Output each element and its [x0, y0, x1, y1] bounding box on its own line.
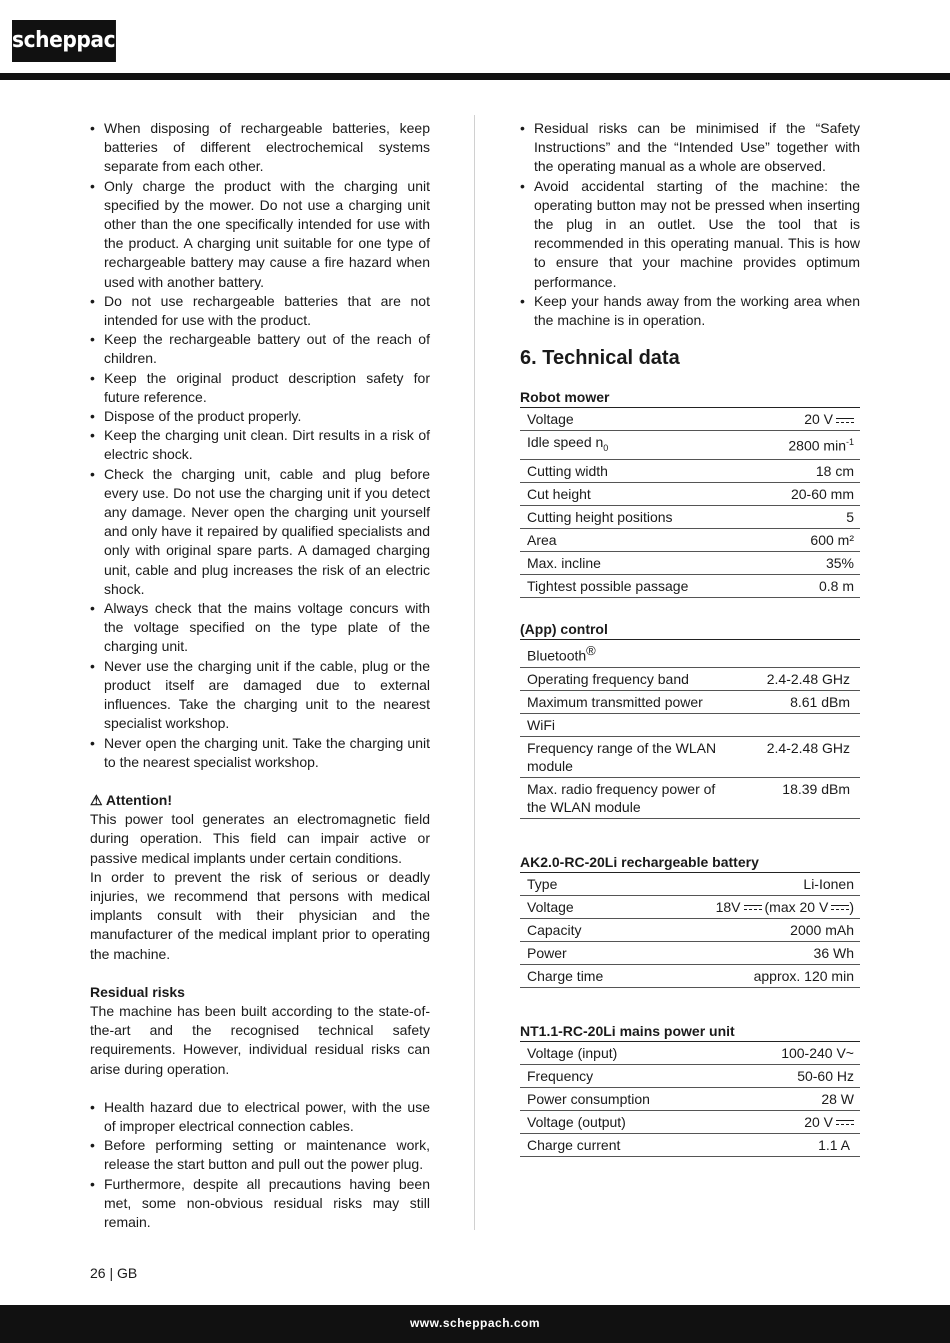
list-item: • Keep the charging unit clean. Dirt results in a risk of electric shock.	[90, 426, 430, 464]
table-row: Voltage 18V (max 20 V )	[520, 895, 860, 918]
spec-value: 18V (max 20 V )	[646, 895, 860, 918]
header-rule	[0, 73, 950, 80]
list-item: • Always check that the mains voltage concurs with the voltage specified on the type plate of the charging unit.	[90, 599, 430, 657]
spec-value: 2800 $\min^{-1}$	[754, 431, 860, 460]
list-item: • Keep the rechargeable battery out of the reach of children.	[90, 330, 430, 368]
table-row: Power 36 Wh	[520, 941, 860, 964]
list-item: • Residual risks can be minimised if the “Safety Instructions” and the “Intended Use” together with the operating manual as a whole are observed.	[520, 119, 860, 177]
table-row: Max. radio frequency power of the WLAN module 18.39 dBm	[520, 777, 860, 818]
residual-risks-text: The machine has been built according to the state-of-the-art and the recognised technical safety requirements. However, individual residual risks can arise during operation.	[90, 1002, 430, 1077]
app-control-table	[520, 640, 860, 819]
table-row: Tightest possible passage 0.8 m	[520, 575, 860, 598]
table-row: Voltage (output) 20 V	[520, 1110, 860, 1133]
attention-heading: ⚠ Attention!	[90, 791, 173, 808]
list-item: • Do not use rechargeable batteries that are not intended for use with the product.	[90, 292, 430, 330]
table-row: Area 600 m²	[520, 529, 860, 552]
table-row	[520, 431, 860, 460]
list-item: • Never open the charging unit. Take the charging unit to the nearest specialist workshop.	[90, 734, 430, 772]
spec-value: 20 V	[754, 408, 860, 431]
left-column	[90, 119, 430, 1232]
spec-group-label: WiFi	[520, 713, 860, 736]
table-row: Charge time approx. 120 min	[520, 964, 860, 987]
list-item: • Check the charging unit, cable and plug before every use. Do not use the charging unit if you detect any damage. Never open the charging unit yourself and only have it repaired by qualified specialists and only with original spare parts. A damaged charging unit, cable and plug increases the risk of an electric shock.	[90, 465, 430, 599]
table-row: Power consumption 28 W	[520, 1087, 860, 1110]
list-item: • Furthermore, despite all precautions having been met, some non-obvious residual risks may still remain.	[90, 1175, 430, 1233]
power-unit-table	[520, 1042, 860, 1157]
residual-risks-heading: Residual risks	[90, 983, 185, 1000]
table-row: Cut height 20-60 mm	[520, 483, 860, 506]
right-column	[520, 119, 860, 1157]
residual-bullet-list	[90, 1098, 430, 1232]
attention-text: In order to prevent the risk of serious or deadly injuries, we recommend that persons with medical implants consult with their physician and the manufacturer of the medical implant prior to operating the machine.	[90, 868, 430, 962]
list-item: • Never use the charging unit if the cable, plug or the product itself are damaged due to external influences. Take the charging unit to the nearest specialist workshop.	[90, 657, 430, 734]
spec-label: Voltage	[520, 408, 754, 431]
residual-bullet-list-continued	[520, 119, 860, 330]
spec-group-label: Bluetooth®	[520, 640, 860, 667]
robot-mower-table	[520, 408, 860, 598]
table-row: Max. incline 35%	[520, 552, 860, 575]
list-item: • Avoid accidental starting of the machine: the operating button may not be pressed when inserting the plug in an outlet. Use the tool that is recommended in this operating manual. This is how to ensure that your machine provides optimum performance.	[520, 177, 860, 292]
list-item: • Dispose of the product properly.	[90, 407, 430, 426]
dc-symbol-icon	[744, 904, 762, 912]
table-row	[520, 408, 860, 431]
dc-symbol-icon	[831, 904, 849, 912]
table-row: Cutting height positions 5	[520, 506, 860, 529]
attention-text: This power tool generates an electromagnetic field during operation. This field can impair active or passive medical implants under certain conditions.	[90, 811, 430, 866]
list-item: • Only charge the product with the charging unit specified by the mower. Do not use a charging unit other than the one specifically intended for use with the product. A charging unit suitable for one type of rechargeable battery may cause a fire hazard when used with another battery.	[90, 177, 430, 292]
brand-logo: scheppach	[12, 20, 116, 62]
table-row: Charge current 1.1 A	[520, 1133, 860, 1156]
power-unit-table-title: NT1.1-RC-20Li mains power unit	[520, 1022, 860, 1042]
table-row: Capacity 2000 mAh	[520, 918, 860, 941]
section-title: 6. Technical data	[520, 347, 680, 370]
table-row: Frequency 50-60 Hz	[520, 1064, 860, 1087]
list-item: • Health hazard due to electrical power, with the use of improper electrical connection cables.	[90, 1098, 430, 1136]
table-row	[520, 713, 860, 736]
spec-label: Idle speed $n_0$	[520, 431, 754, 460]
battery-table	[520, 873, 860, 988]
list-item: • Keep your hands away from the working area when the machine is in operation.	[520, 292, 860, 330]
table-row	[520, 640, 860, 667]
list-item: • Keep the original product description safety for future reference.	[90, 369, 430, 407]
table-row: Type Li-Ionen	[520, 873, 860, 896]
footer-url: www.scheppach.com	[409, 1316, 541, 1330]
page-number: 26 | GB	[90, 1265, 138, 1281]
column-divider	[474, 115, 475, 1230]
list-item: • When disposing of rechargeable batteries, keep batteries of different electrochemical systems separate from each other.	[90, 119, 430, 177]
table-row: Operating frequency band 2.4-2.48 GHz	[520, 667, 860, 690]
list-item: • Before performing setting or maintenance work, release the start button and pull out the power plug.	[90, 1136, 430, 1174]
table-row: Voltage (input) 100-240 V~	[520, 1042, 860, 1065]
robot-mower-table-title: Robot mower	[520, 388, 860, 408]
battery-table-title: AK2.0-RC-20Li rechargeable battery	[520, 853, 860, 873]
table-row: Cutting width 18 cm	[520, 460, 860, 483]
safety-bullet-list	[90, 119, 430, 772]
table-row: Maximum transmitted power 8.61 dBm	[520, 690, 860, 713]
table-row: Frequency range of the WLAN module 2.4-2.48 GHz	[520, 736, 860, 777]
app-control-table-title: (App) control	[520, 620, 860, 640]
spec-value: 20 V	[728, 1110, 860, 1133]
dc-symbol-icon	[836, 1119, 854, 1127]
dc-symbol-icon	[836, 417, 854, 425]
